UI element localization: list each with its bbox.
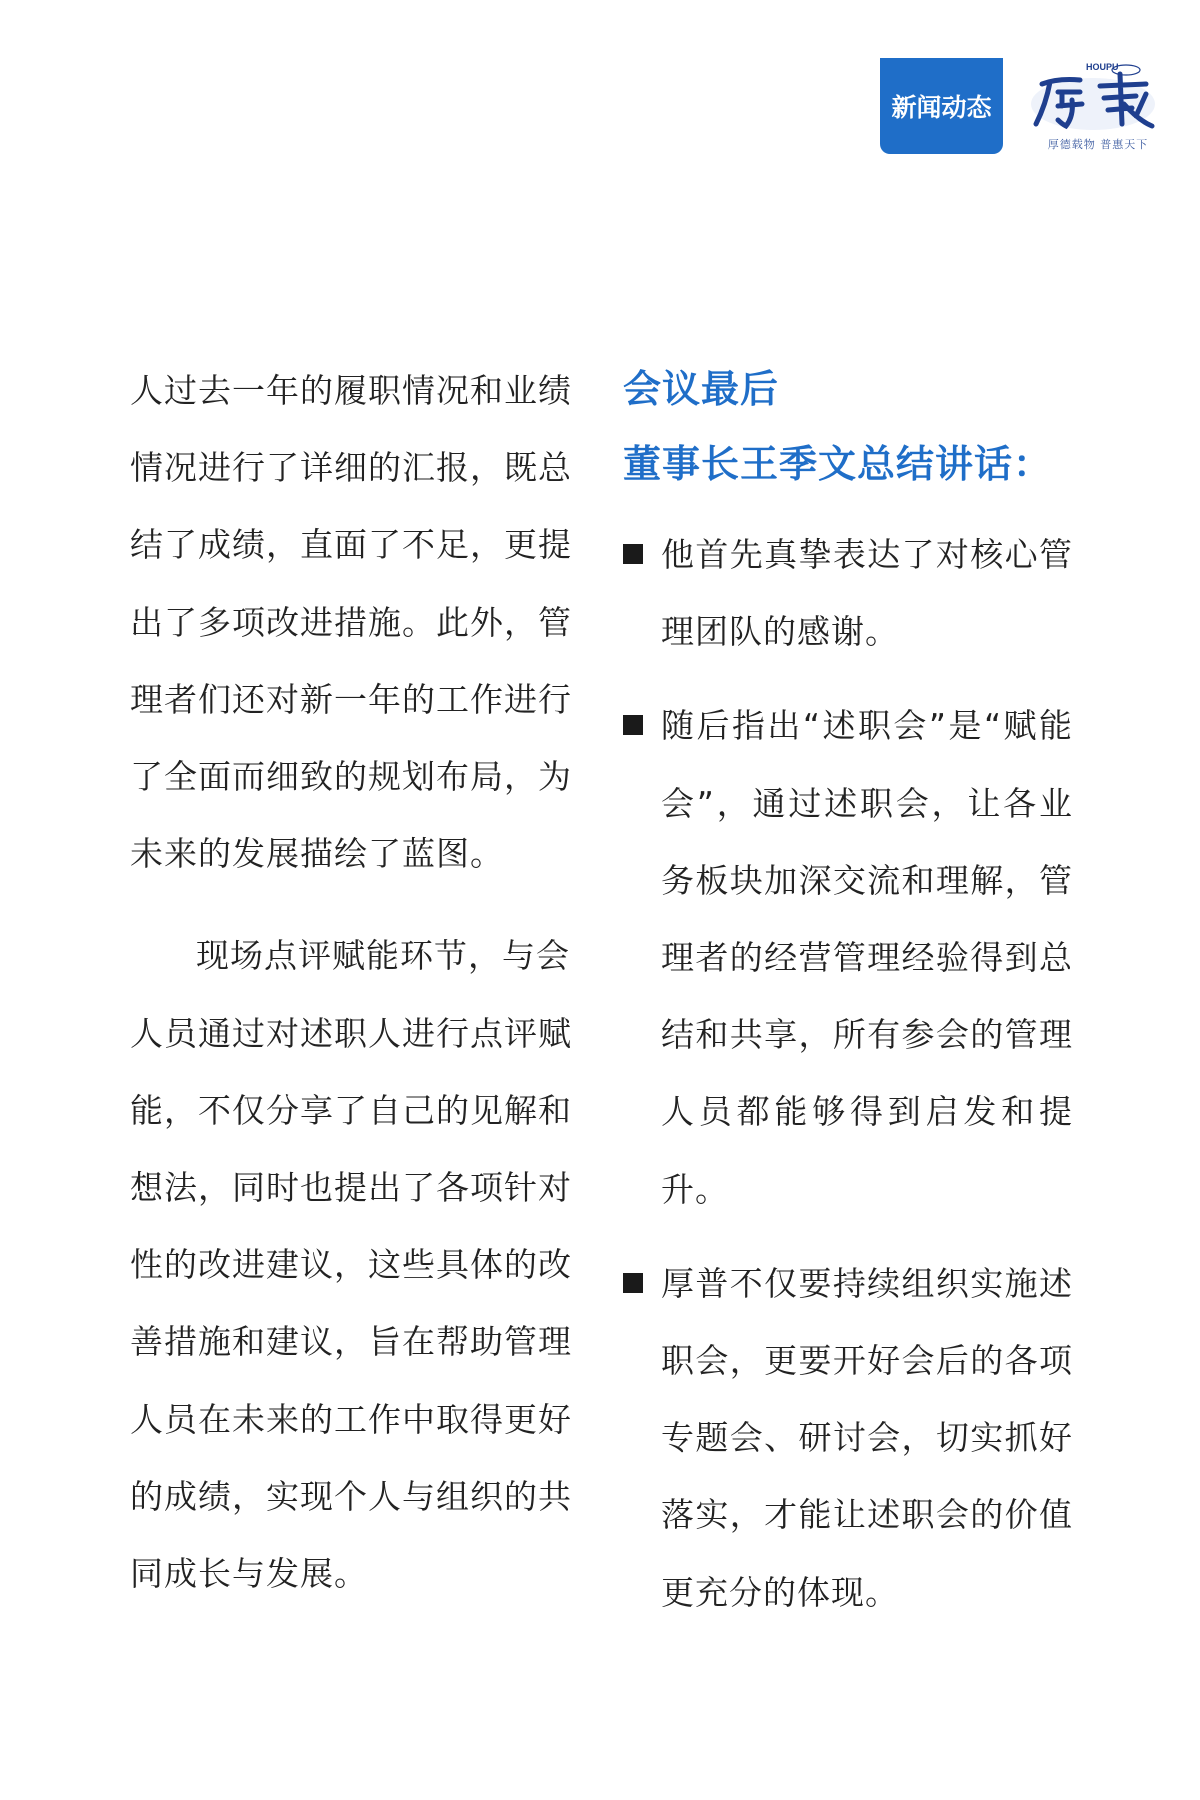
company-logo: [1010, 52, 1170, 152]
square-bullet-icon: [623, 1273, 643, 1293]
square-bullet-icon: [623, 715, 643, 735]
list-item-text: 他首先真挚表达了对核心管理团队的感谢。: [661, 535, 1073, 652]
square-bullet-icon: [623, 544, 643, 564]
section-heading: [623, 352, 1073, 502]
section-badge-label: 新闻动态: [891, 93, 992, 122]
body-paragraph: 现场点评赋能环节，与会人员通过对述职人进行点评赋能，不仅分享了自己的见解和想法，同时也提出了各项针对性的改进建议，这些具体的改善措施和建议，旨在帮助管理人员在未来的工作中取得更好的成绩，实现个人与组织的共同成长与发展。: [130, 936, 572, 1594]
logo-slogan: 厚德载物 普惠天下: [1047, 138, 1149, 151]
section-badge: [880, 58, 1003, 154]
list-item: [623, 687, 1073, 1227]
section-heading-line1: 会议最后: [623, 367, 780, 411]
bullet-list: [623, 516, 1073, 1631]
list-item: [623, 1245, 1073, 1631]
section-heading-line2: 董事长王季文总结讲话：: [623, 442, 1053, 486]
list-item-text: 随后指出“述职会”是“赋能会”，通过述职会，让各业务板块加深交流和理解，管理者的经营管理经验得到总结和共享，所有参会的管理人员都能够得到启发和提升。: [661, 706, 1073, 1209]
logo-calligraphy-icon: [1028, 64, 1158, 136]
left-column: [130, 352, 580, 1612]
body-paragraph: 人过去一年的履职情况和业绩情况进行了详细的汇报，既总结了成绩，直面了不足，更提出了多项改进措施。此外，管理者们还对新一年的工作进行了全面而细致的规划布局，为未来的发展描绘了蓝图。: [130, 371, 572, 874]
logo-brand-text: HOUPU: [1086, 62, 1119, 72]
right-column: [623, 352, 1073, 1648]
list-item: [623, 516, 1073, 670]
list-item-text: 厚普不仅要持续组织实施述职会，更要开好会后的各项专题会、研讨会，切实抓好落实，才能让述职会的价值更充分的体现。: [661, 1263, 1073, 1612]
